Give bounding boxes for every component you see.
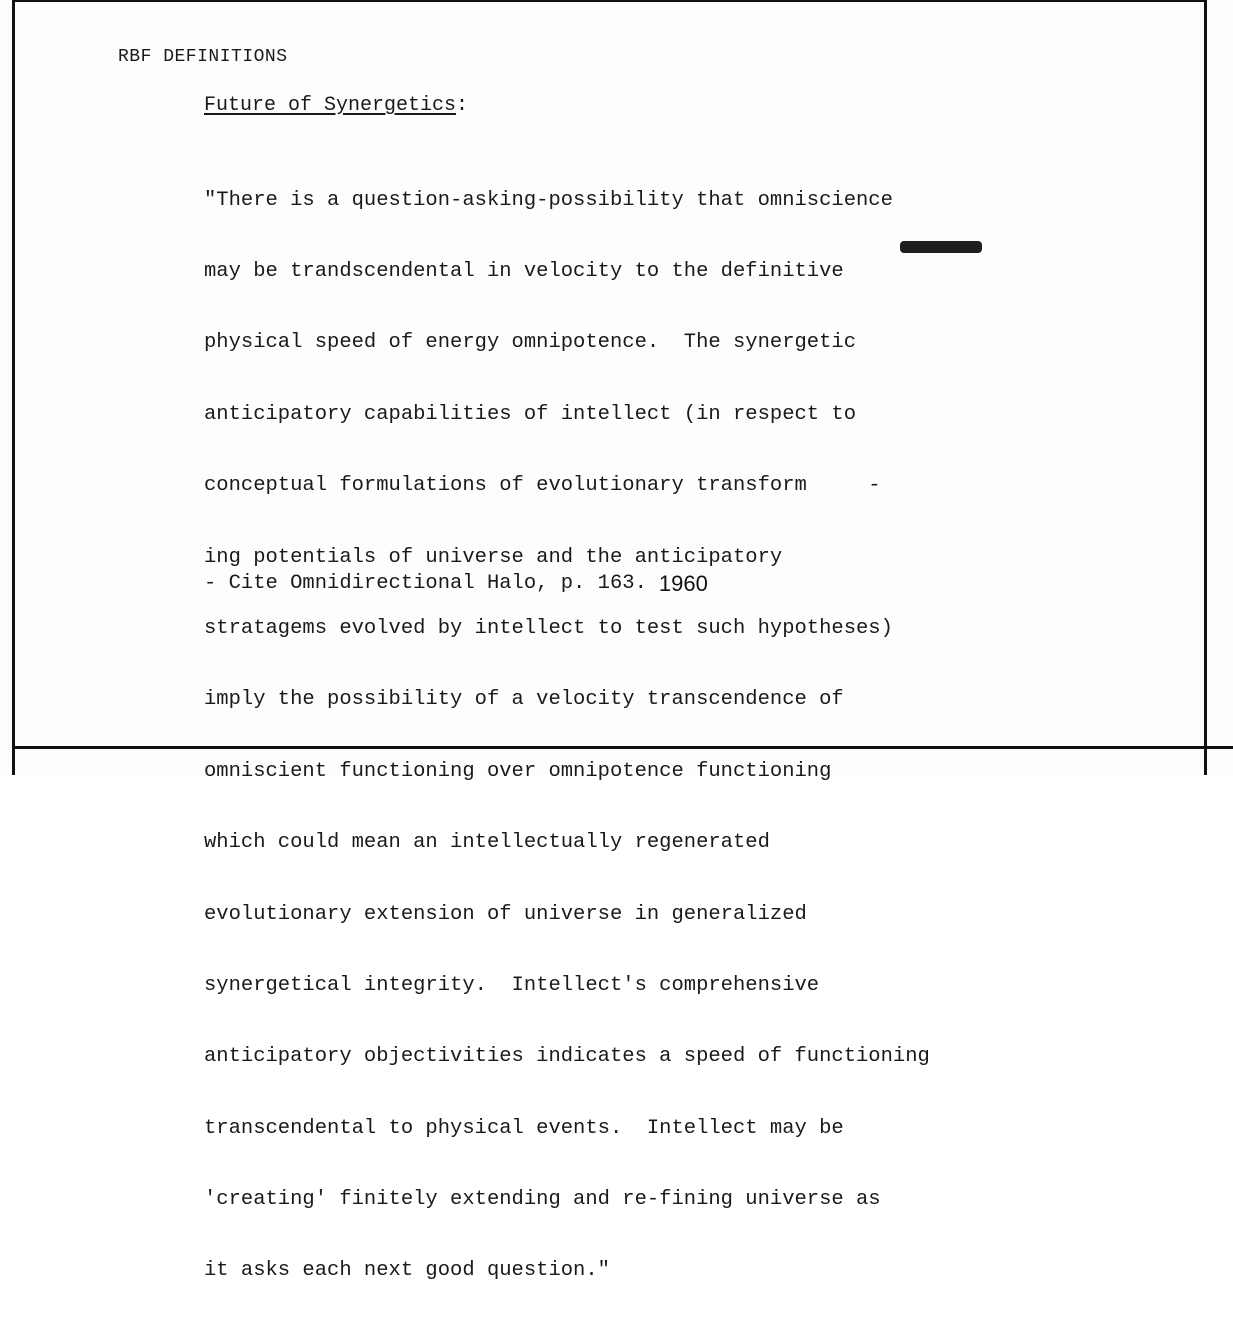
quote-line: conceptual formulations of evolutionary transform -: [204, 474, 881, 498]
quote-line: 'creating' finitely extending and re-fining universe as: [204, 1188, 881, 1212]
quote-line: ing potentials of universe and the anticipatory: [204, 545, 783, 569]
citation-row: [204, 568, 708, 595]
quote-line: evolutionary extension of universe in generalized: [204, 902, 807, 926]
quote-line: which could mean an intellectually regenerated: [204, 831, 770, 855]
typed-strikeout: [900, 241, 982, 253]
quote-line: anticipatory objectivities indicates a speed of functioning: [204, 1045, 930, 1069]
quote-line: transcendental to physical events. Intellect may be: [204, 1116, 844, 1140]
card-left-border: [12, 0, 15, 775]
section-title: [204, 94, 468, 117]
card-right-border: [1204, 0, 1207, 775]
card-header: RBF DEFINITIONS: [118, 47, 288, 67]
card-top-border: [12, 0, 1207, 2]
definition-quote: [204, 141, 930, 1331]
citation: - Cite Omnidirectional Halo, p. 163.: [204, 572, 647, 595]
quote-line: it asks each next good question.": [204, 1259, 610, 1283]
quote-line: omniscient functioning over omnipotence functioning: [204, 759, 832, 783]
quote-line: may be trandscendental in velocity to the definitive: [204, 259, 844, 283]
quote-line: anticipatory capabilities of intellect (in respect to: [204, 402, 857, 426]
section-title-colon: :: [456, 94, 469, 117]
quote-line: synergetical integrity. Intellect's comprehensive: [204, 973, 820, 997]
quote-line: imply the possibility of a velocity transcendence of: [204, 688, 844, 712]
card-next-border: [1207, 746, 1233, 749]
section-title-text: Future of Synergetics: [204, 94, 457, 117]
quote-line: stratagems evolved by intellect to test such hypotheses): [204, 616, 893, 640]
handwritten-year: 1960: [658, 571, 708, 596]
quote-line: physical speed of energy omnipotence. The synergetic: [204, 331, 857, 355]
quote-line: "There is a question-asking-possibility that omniscience: [204, 188, 893, 212]
